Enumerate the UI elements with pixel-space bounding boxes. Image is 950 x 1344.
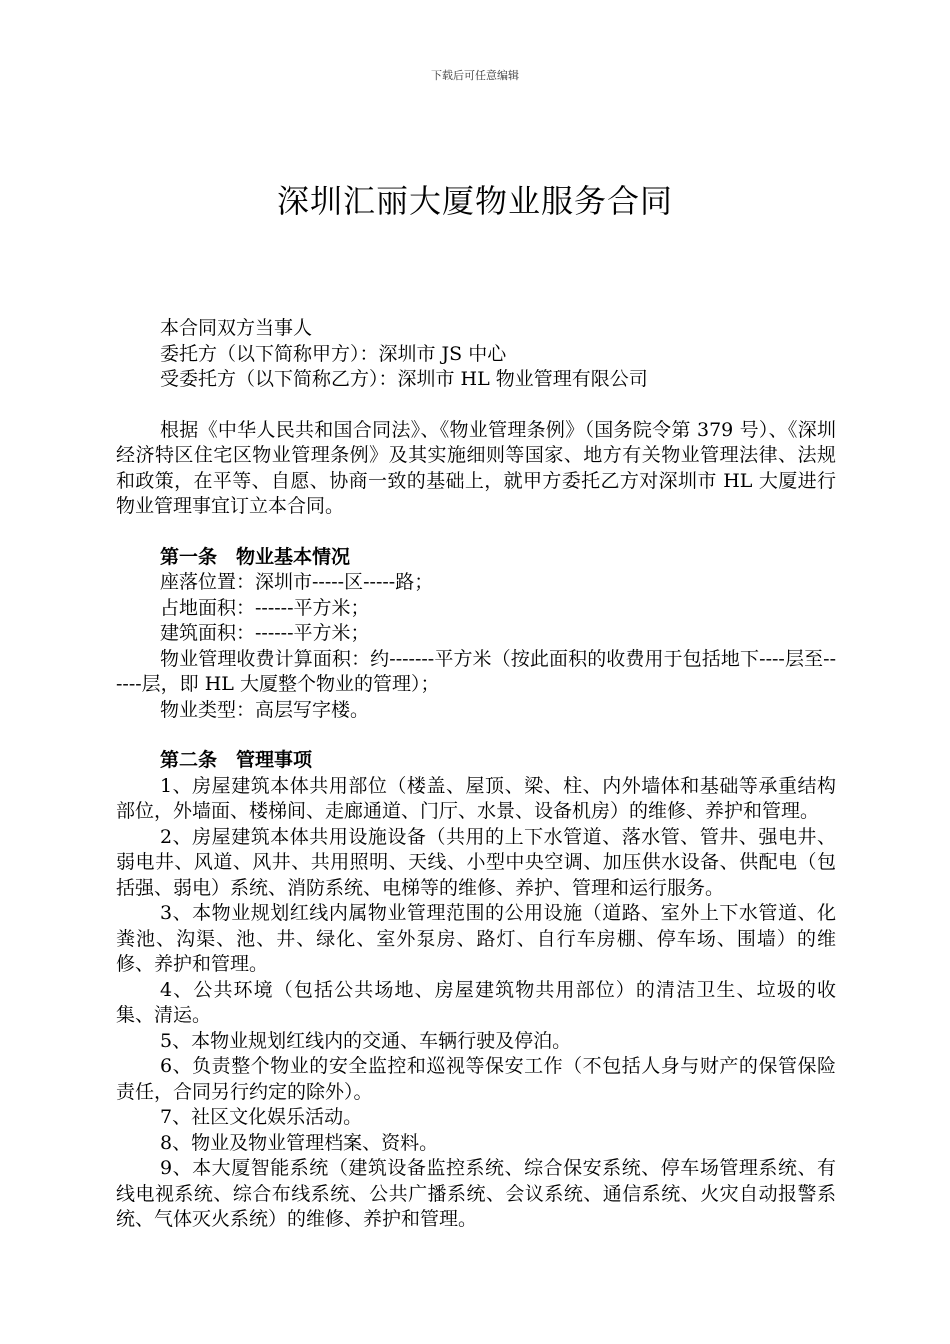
header-note: 下载后可任意编辑: [431, 69, 519, 82]
article-2-item: 9、本大厦智能系统（建筑设备监控系统、综合保安系统、停车场管理系统、有线电视系统、综合布线系统、公共广播系统、会议系统、通信系统、火灾自动报警系统、气体灭火系统）的维修、养护和管理。: [116, 1157, 836, 1230]
party-b: 受委托方（以下简称乙方）：深圳市 HL 物业管理有限公司: [160, 368, 648, 390]
parties-intro: 本合同双方当事人: [160, 317, 313, 339]
article-1-item: 物业管理收费计算面积：约-------平方米（按此面积的收费用于包括地下----层至------层，即 HL 大厦整个物业的管理）；: [116, 647, 836, 695]
article-2-item: 4、公共环境（包括公共场地、房屋建筑物共用部位）的清洁卫生、垃圾的收集、清运。: [116, 978, 836, 1026]
preamble: 根据《中华人民共和国合同法》、《物业管理条例》（国务院令第 379 号）、《深圳经济特区住宅区物业管理条例》及其实施细则等国家、地方有关物业管理法律、法规和政策，在平等、自愿、协商一致的基础上，就甲方委托乙方对深圳市 HL 大厦进行物业管理事宜订立本合同。: [116, 418, 836, 517]
article-2-item: 3、本物业规划红线内属物业管理范围的公用设施（道路、室外上下水管道、化粪池、沟渠、池、井、绿化、室外泵房、路灯、自行车房棚、停车场、围墙）的维修、养护和管理。: [116, 902, 836, 975]
document-title: 深圳汇丽大厦物业服务合同: [276, 182, 673, 220]
article-1-item: 占地面积：------平方米；: [160, 596, 370, 619]
document-body: [116, 316, 836, 1233]
article-1-heading: 第一条 物业基本情况: [160, 545, 351, 568]
article-1-item: 座落位置：深圳市-----区-----路；: [160, 571, 434, 593]
article-2-heading: 第二条 管理事项: [160, 749, 313, 771]
article-2-item: 6、负责整个物业的安全监控和巡视等保安工作（不包括人身与财产的保管保险责任，合同另行约定的除外）。: [116, 1055, 836, 1103]
article-1-item: 建筑面积：------平方米；: [160, 622, 370, 644]
article-2-item: 5、本物业规划红线内的交通、车辆行驶及停泊。: [160, 1029, 572, 1052]
article-2-item: 7、社区文化娱乐活动。: [160, 1106, 363, 1128]
party-a: 委托方（以下简称甲方）：深圳市 JS 中心: [160, 342, 507, 365]
article-2-item: 1、房屋建筑本体共用部位（楼盖、屋顶、梁、柱、内外墙体和基础等承重结构部位，外墙面、楼梯间、走廊通道、门厅、水景、设备机房）的维修、养护和管理。: [116, 774, 836, 822]
article-2-item: 2、房屋建筑本体共用设施设备（共用的上下水管道、落水管、管井、强电井、弱电井、风道、风井、共用照明、天线、小型中央空调、加压供水设备、供配电（包括强、弱电）系统、消防系统、电梯等的维修、养护、管理和运行服务。: [116, 825, 836, 899]
article-2-item: 8、物业及物业管理档案、资料。: [160, 1131, 439, 1154]
article-1-item: 物业类型：高层写字楼。: [160, 698, 370, 721]
